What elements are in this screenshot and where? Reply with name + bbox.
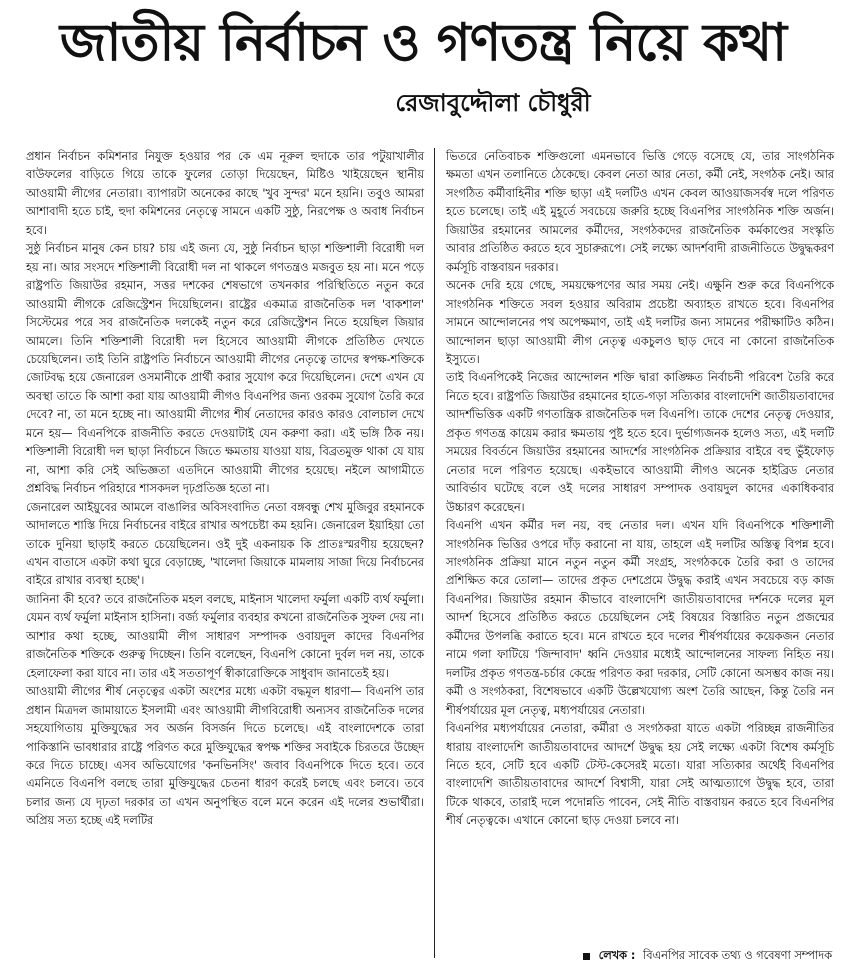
article-paragraph: জেনারেল আইয়ুবের আমলে বাঙালির অবিসংবাদিত নেতা বঙ্গবন্ধু শেখ মুজিবুর রহমানকে আদালতে শাস্তি দিয়ে নির্বাচনের বাইরে রাখার অপচেষ্টা কম হয়নি। জেনারেল ইয়াহিয়া তো তাকে দুনিয়া ছাড়াই করতে চেয়েছিলেন। ওই দুই একনায়ক কি প্রাতঃস্মরণীয় হয়েছেন? এখন বাতাসে একটা কথা ঘুরে বেড়াচ্ছে, 'খালেদা জিয়াকে মামলায় সাজা দিয়ে নির্বাচনের বাইরে রাখার ব্যবস্থা হচ্ছে'। [26,500,424,588]
article-paragraph: আওয়ামী লীগের শীর্ষ নেতৃত্বের একটা অংশের মধ্যে একটা বদ্ধমূল ধারণা— বিএনপি তার প্রধান মিত্রদল জামায়াতে ইসলামী এবং আওয়ামী লীগবিরোধী অন্যসব রাজনৈতিক দলের সহযোগিতায় মুক্তিযুদ্ধের সব অর্জন বিসর্জন দিতে চলেছে। এই বাংলাদেশকে তারা পাকিস্তানি ভাবধারার রাষ্ট্রে পরিণত করে মুক্তিযুদ্ধের স্বপক্ষ শক্তির সবাইকে চিরতরে উচ্ছেদ করে দিতে চাচ্ছে। এসব অভিযোগের 'কনভিনসিং' জবাব বিএনপিকে দিতে হবে। তবে এমনিতে বিএনপি বলছে তারা মুক্তিযুদ্ধের চেতনা ধারণ করেই চলছে এবং চলবে। তবে চলার জন্য যে দৃঢ়তা দরকার তা এখন অনুপস্থিত বলে মনে করেন এই দলের শুভার্থীরা। অপ্রিয় সত্য হচ্ছে এই দলটির [26,685,424,828]
square-bullet-icon [583,953,590,960]
article-paragraph: তাই বিএনপিকেই নিজের আন্দোলন শক্তি দ্বারা কাঙ্ক্ষিত নির্বাচনী পরিবেশ তৈরি করে নিতে হবে। রাষ্ট্রপতি জিয়াউর রহমানের হাতে-গড়া সত্যিকার বাংলাদেশি জাতীয়তাবাদের আদর্শভিত্তিক একটি গণতান্ত্রিক রাজনৈতিক দল বিএনপি। তাকে দেশের নেতৃত্ব দেওয়ার, প্রকৃত গণতন্ত্র কায়েম করার ক্ষমতায় পুষ্ট হতে হবে। দুর্ভাগ্যজনক হলেও সত্য, এই দলটি সময়ের বিবর্তনে জিয়াউর রহমানের আদর্শের সাংগঠনিক প্রক্রিয়ার বাইরে বহু ভুঁইফোড় নেতার দলে পরিণত হয়েছে। একইভাবে আওয়ামী লীগও অনেক হাইব্রিড নেতার আবির্ভাব ঘটেছে বলে ওই দলের সাধারণ সম্পাদক ওবায়দুল কাদের একাধিকবার উচ্চারণ করেছেন। [446,371,834,514]
article-paragraph: বিএনপির মধ্যপর্যায়ের নেতারা, কর্মীরা ও সংগঠকরা যাতে একটা পরিচ্ছন্ন রাজনীতির ধারায় বাংলাদেশি জাতীয়তাবাদের আদর্শে উদ্বুদ্ধ হয় সেই লক্ষ্যে একটা বিশেষ কর্মসূচি নিতে হবে, সেটি হবে একটি টেস্ট-কেসেরই মতো। যারা সত্যিকার অর্থেই বিএনপির বাংলাদেশি জাতীয়তাবাদের আদর্শে বিশ্বাসী, যারা সেই আত্মত্যাগে উদ্বুদ্ধ হবে, তারা টিকে থাকবে, তারাই দলে পদোন্নতি পাবেন, সেই নীতি বাস্তবায়ন করতে হবে বিএনপির শীর্ষ নেতৃত্বকে। এখানে কোনো ছাড় দেওয়া চলবে না। [446,722,834,828]
article-paragraph: বিএনপি এখন কর্মীর দল নয়, বহু নেতার দল। এখন যদি বিএনপিকে শক্তিশালী সাংগঠনিক ভিত্তির ওপরে দাঁড় করানো না যায়, তাহলে এই দলটির অস্তিত্ব বিপন্ন হবে। সাংগঠনিক প্রক্রিয়া মানে নতুন নতুন কর্মী সংগ্রহ, সংগঠককে তৈরি করা ও তাদের প্রশিক্ষিত করে তোলা— তাদের প্রকৃত দেশপ্রেমে উদ্বুদ্ধ করাই এখন সবচেয়ে বড় কাজ বিএনপির। জিয়াউর রহমান কীভাবে বাংলাদেশি জাতীয়তাবাদের দর্শনকে দলের মূল আদর্শ হিসেবে প্রতিষ্ঠিত করতে চেয়েছিলেন সেই বিষয়ের বিস্তারিত নতুন প্রজন্মের কর্মীদের উপলব্ধি করাতে হবে। মনে রাখতে হবে দলের শীর্ষপর্যায়ের কয়েকজন নেতার নামে গলা ফাটিয়ে 'জিন্দাবাদ' ধ্বনি দেওয়ার মধ্যেই আন্দোলনের সাফল্য নিহিত নয়। দলটির প্রকৃত গণতন্ত্র-চর্চার কেন্দ্রে পরিণত করা দরকার, সেটি কোনো অসম্ভব কাজ নয়। কর্মী ও সংগঠকরা, বিশেষভাবে একটি উল্লেখযোগ্য অংশ তৈরি আছেন, কিন্তু তৈরি নন শীর্ষপর্যায়ের মূল নেতৃত্ব, মধ্যপর্যায়ের নেতারা। [446,519,834,717]
article-paragraph: অনেক দেরি হয়ে গেছে, সময়ক্ষেপণের আর সময় নেই। এক্ষুনি শুরু করে বিএনপিকে সাংগঠনিক শক্তিতে সবল হওয়ার অবিরাম প্রচেষ্টা অব্যাহত রাখতে হবে। বিএনপির সামনে আন্দোলনের পথ অপেক্ষমাণ, তাই এই দলটির জন্য সামনের পরীক্ষাটিও কঠিন। আন্দোলন ছাড়া আওয়ামী লীগ নেতৃত্ব একচুলও ছাড় দেবে না কোনো রাজনৈতিক ইস্যুতে। [446,279,834,366]
article-headline: জাতীয় নির্বাচন ও গণতন্ত্র নিয়ে কথা [59,13,787,73]
article-column-right [446,148,834,831]
article-paragraph: ভিতরে নেতিবাচক শক্তিগুলো এমনভাবে ভিত্তি গেড়ে বসেছে যে, তার সাংগঠনিক ক্ষমতা এখন তলানিতে ঠেকেছে। কেবল নেতা আর নেতা, কর্মী নেই, সংগঠক নেই। আর সংগঠিত কর্মীবাহিনীর শক্তি ছাড়া এই দলটিও এখন কেবল আওয়াজসর্বস্ব দলে পরিণত হতে চলেছে। তাই এই মুহূর্তে সবচেয়ে জরুরি হচ্ছে বিএনপির সাংগঠনিক শক্তি অর্জন। জিয়াউর রহমানের আমলের কর্মীদের, সংগঠকদের রাজনৈতিক কর্মকাণ্ডের সংস্কৃতি আবার প্রতিষ্ঠিত করতে হবে সুচারুরূপে। সেই লক্ষ্যে আদর্শবাদী রাজনীতিতে উদ্বুদ্ধকরণ কর্মসূচি বাস্তবায়ন দরকার। [446,150,834,274]
author-credit [583,947,832,965]
column-divider [434,148,435,958]
author-byline: রেজাবুদ্দৌলা চৌধুরী [395,89,591,117]
author-credit-label: লেখক : [598,949,636,962]
article-paragraph: জানিনা কী হবে? তবে রাজনৈতিক মহল বলছে, মাইনাস খালেদা ফর্মুলা একটি ব্যর্থ ফর্মুলা। যেমন ব্যর্থ ফর্মুলা মাইনাস হাসিনা। বর্জ্য ফর্মুলার ব্যবহার কখনো রাজনৈতিক সুফল দেয় না। আশার কথা হচ্ছে, আওয়ামী লীগ সাধারণ সম্পাদক ওবায়দুল কাদের বিএনপির রাজনৈতিক শক্তিকে গুরুত্ব দিচ্ছেন। তিনি বলেছেন, বিএনপি কোনো দুর্বল দল নয়, তাকে হেলাফেলা করা যাবে না। তার এই সততাপূর্ণ স্বীকারোক্তিকে সাধুবাদ জানাতেই হয়। [26,592,424,680]
author-credit-text: বিএনপির সাবেক তথ্য ও গবেষণা সম্পাদক [642,949,832,962]
article-paragraph: প্রধান নির্বাচন কমিশনার নিযুক্ত হওয়ার পর কে এম নূরুল হুদাকে তার পটুয়াখালীর বাউফলের বাড়িতে গিয়ে তাকে ফুলের তোড়া দিয়েছেন, মিষ্টিও খাইয়েছেন স্থানীয় আওয়ামী লীগের নেতারা। ব্যাপারটা অনেকের কাছে 'খুব সুন্দর' মনে হয়নি। তবুও আমরা আশাবাদী হতে চাই, হুদা কমিশনের নেতৃত্বে সামনে একটি সুষ্ঠু, নিরপেক্ষ ও অবাধ নির্বাচন হবে। [26,150,424,237]
article-paragraph: সুষ্ঠু নির্বাচন মানুষ কেন চায়? চায় এই জন্য যে, সুষ্ঠু নির্বাচন ছাড়া শক্তিশালী বিরোধী দল হয় না। আর সংসদে শক্তিশালী বিরোধী দল না থাকলে গণতন্ত্রও মজবুত হয় না। মনে পড়ে রাষ্ট্রপতি জিয়াউর রহমান, সত্তর দশকের শেষভাগে তখনকার পরিস্থিতিতে নতুন করে আওয়ামী লীগকে রেজিস্ট্রেশন দিয়েছিলেন। রাষ্ট্রের একমাত্র রাজনৈতিক দল 'বাকশাল' সিস্টেমের পরে সব রাজনৈতিক দলকেই নতুন করে রেজিস্ট্রেশন নিতে হয়েছিল জিয়ার আমলে। তিনি শক্তিশালী বিরোধী দল হিসেবে আওয়ামী লীগকে প্রতিষ্ঠিত দেখতে চেয়েছিলেন। তাই তিনি রাষ্ট্রপতি নির্বাচনে আওয়ামী লীগের নেতৃত্বে তাদের স্বপক্ষ-শক্তিকে জোটবদ্ধ হয়ে জেনারেল ওসমানীকে প্রার্থী করার সুযোগ করে দিয়েছিলেন। দেশে এখন যে অবস্থা তাতে কি আশা করা যায় আওয়ামী লীগও বিএনপির জন্য ওরকম সুযোগ তৈরি করে দেবে? না, তা মনে হচ্ছে না। আওয়ামী লীগের শীর্ষ নেতাদের কারও কারও বোলচাল দেখে মনে হয়— বিএনপিকে রাজনীতি করতে দেওয়াটাই যেন করুণা করা। এই ভঙ্গি ঠিক নয়। শক্তিশালী বিরোধী দল ছাড়া নির্বাচনে জিতে ক্ষমতায় যাওয়া যায়, বিব্রতমুক্ত থাকা যে যায় না, আশা করি সেই অভিজ্ঞতা এতদিনে আওয়ামী লীগের হয়েছে। নইলে আগামীতে প্রশ্নবিদ্ধ নির্বাচন পরিহারে শাসকদল দৃঢ়প্রতিজ্ঞ হতো না। [26,242,424,496]
article-column-left [26,148,424,831]
